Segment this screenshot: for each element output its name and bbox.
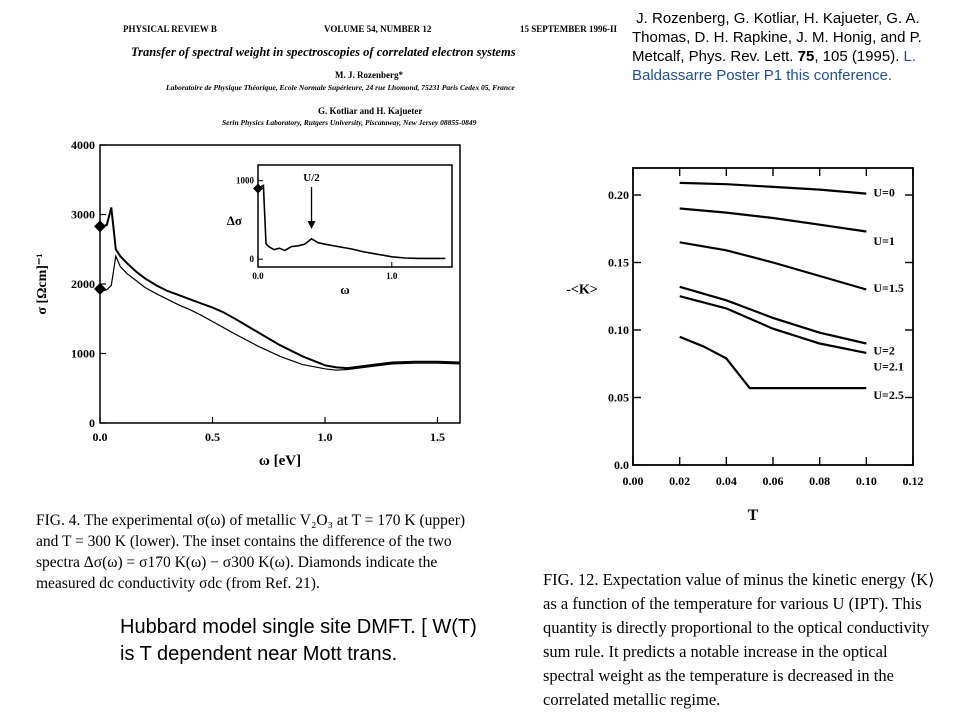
reference-volume: 75 (797, 48, 815, 65)
fig12-series-label: U=2.5 (873, 387, 904, 402)
fig12-series-U-0 (680, 183, 867, 194)
fig12-y-tick-label: 0.0 (614, 458, 629, 472)
fig4-y-tick-label: 1000 (71, 346, 95, 361)
fig12-x-tick-label: 0.12 (902, 474, 924, 488)
fig12-series-U-2 (680, 287, 867, 344)
fig12-y-tick-label: 0.10 (608, 323, 629, 337)
fig4-inset-y-label: Δσ (226, 213, 242, 228)
fig12-x-tick-label: 0.02 (669, 474, 691, 488)
fig4-y-tick-label: 0 (89, 416, 95, 430)
fig12-series-U-1 (680, 209, 867, 232)
fig4-inset-y-tick-label: 1000 (236, 175, 254, 186)
reference-poster-link[interactable]: L. Baldassarre Poster P1 this conference. (632, 48, 917, 84)
fig12-y-tick-label: 0.15 (608, 255, 629, 270)
fig12-x-tick-label: 0.06 (762, 474, 784, 488)
reference-pages: , 105 (1995). (814, 48, 900, 65)
reference-text (632, 9, 932, 85)
fig12-frame (633, 168, 913, 465)
affiliation-1: Laboratoire de Physique Théorique, Ecole Normale Supérieure, 24 rue Lhomond, 75231 Paris Cedex 05, France (166, 83, 515, 92)
fig4-inset-x-tick-label: 0.0 (252, 271, 264, 281)
reference-citation: J. Rozenberg, G. Kotliar, H. Kajueter, G. A. Thomas, D. H. Rapkine, J. M. Honig, and P. Metcalf, Phys. Rev. Lett. (632, 10, 922, 65)
fig4-inset-frame (258, 165, 452, 267)
fig12-x-axis-label: T (747, 507, 759, 524)
fig12-series-label: U=1 (873, 233, 895, 248)
fig12-series-U-2p5 (680, 337, 867, 388)
fig4-y-tick-label: 3000 (71, 207, 95, 222)
fig12-chart (560, 150, 940, 530)
paper-title: Transfer of spectral weight in spectroscopies of correlated electron systems (131, 45, 516, 59)
fig12-series-U-2p1 (680, 296, 867, 353)
fig4-dc-marker (94, 220, 106, 232)
journal-name: PHYSICAL REVIEW B (123, 24, 217, 34)
fig4-x-tick-label: 0.0 (92, 430, 108, 444)
fig4-series-300K (102, 256, 460, 370)
fig4-x-axis-label: ω [eV] (258, 453, 302, 469)
hubbard-note: Hubbard model single site DMFT. [ W(T) is T dependent near Mott trans. (120, 616, 477, 665)
fig12-caption: FIG. 12. Expectation value of minus the kinetic energy ⟨K⟩ as a function of the temperature for various U (IPT). This quantity is directly proportional to the optical conductivity sum rule. It predicts a notable increase in the optical spectral weight as the temperature is decreased in the correlated metallic regime. (543, 570, 935, 709)
fig12-x-tick-label: 0.08 (809, 474, 831, 488)
fig4-y-tick-label: 4000 (71, 138, 95, 152)
fig4-inset-x-label: ω (340, 282, 350, 297)
fig4-inset-x-tick-label: 1.0 (386, 271, 398, 281)
fig4-chart (30, 135, 500, 480)
journal-date: 15 SEPTEMBER 1996-II (520, 24, 618, 34)
fig12-series-U-1p5 (680, 242, 867, 289)
fig12-x-tick-label: 0.00 (622, 474, 644, 488)
fig12-series-label: U=2.1 (873, 359, 904, 374)
author-1: M. J. Rozenberg* (335, 70, 403, 80)
fig4-caption: FIG. 4. The experimental σ(ω) of metallic V₂O₃ at T = 170 K (upper) and T = 300 K (lower). The inset contains the difference of the two spectra Δσ(ω) = σ170 K(ω) − σ300 K(ω). Diamonds indicate the measured dc conductivity σdc (from Ref. 21). (36, 512, 466, 592)
fig4-x-tick-label: 1.0 (317, 430, 333, 444)
fig4-x-tick-label: 0.5 (205, 430, 220, 444)
fig4-x-tick-label: 1.5 (430, 430, 445, 444)
fig12-series-label: U=2 (873, 343, 895, 358)
fig4-y-tick-label: 2000 (71, 277, 95, 291)
fig12-x-tick-label: 0.04 (715, 474, 737, 488)
fig4-inset-annotation: U/2 (303, 172, 320, 184)
fig12-y-tick-label: 0.20 (608, 188, 629, 202)
fig4-dc-marker (94, 283, 106, 295)
fig12-y-axis-label: -<K> (566, 282, 598, 298)
fig12-series-label: U=0 (873, 185, 895, 200)
fig4-inset-y-tick-label: 0 (249, 254, 254, 265)
fig4-y-axis-label: σ [Ωcm]⁻¹ (35, 253, 50, 315)
author-2: G. Kotliar and H. Kajueter (318, 106, 423, 116)
fig12-series-label: U=1.5 (873, 281, 904, 296)
affiliation-2: Serin Physics Laboratory, Rutgers University, Piscataway, New Jersey 08855-0849 (222, 118, 477, 127)
fig12-y-tick-label: 0.05 (608, 390, 629, 405)
journal-volume: VOLUME 54, NUMBER 12 (324, 24, 432, 34)
fig12-x-tick-label: 0.10 (855, 474, 877, 488)
